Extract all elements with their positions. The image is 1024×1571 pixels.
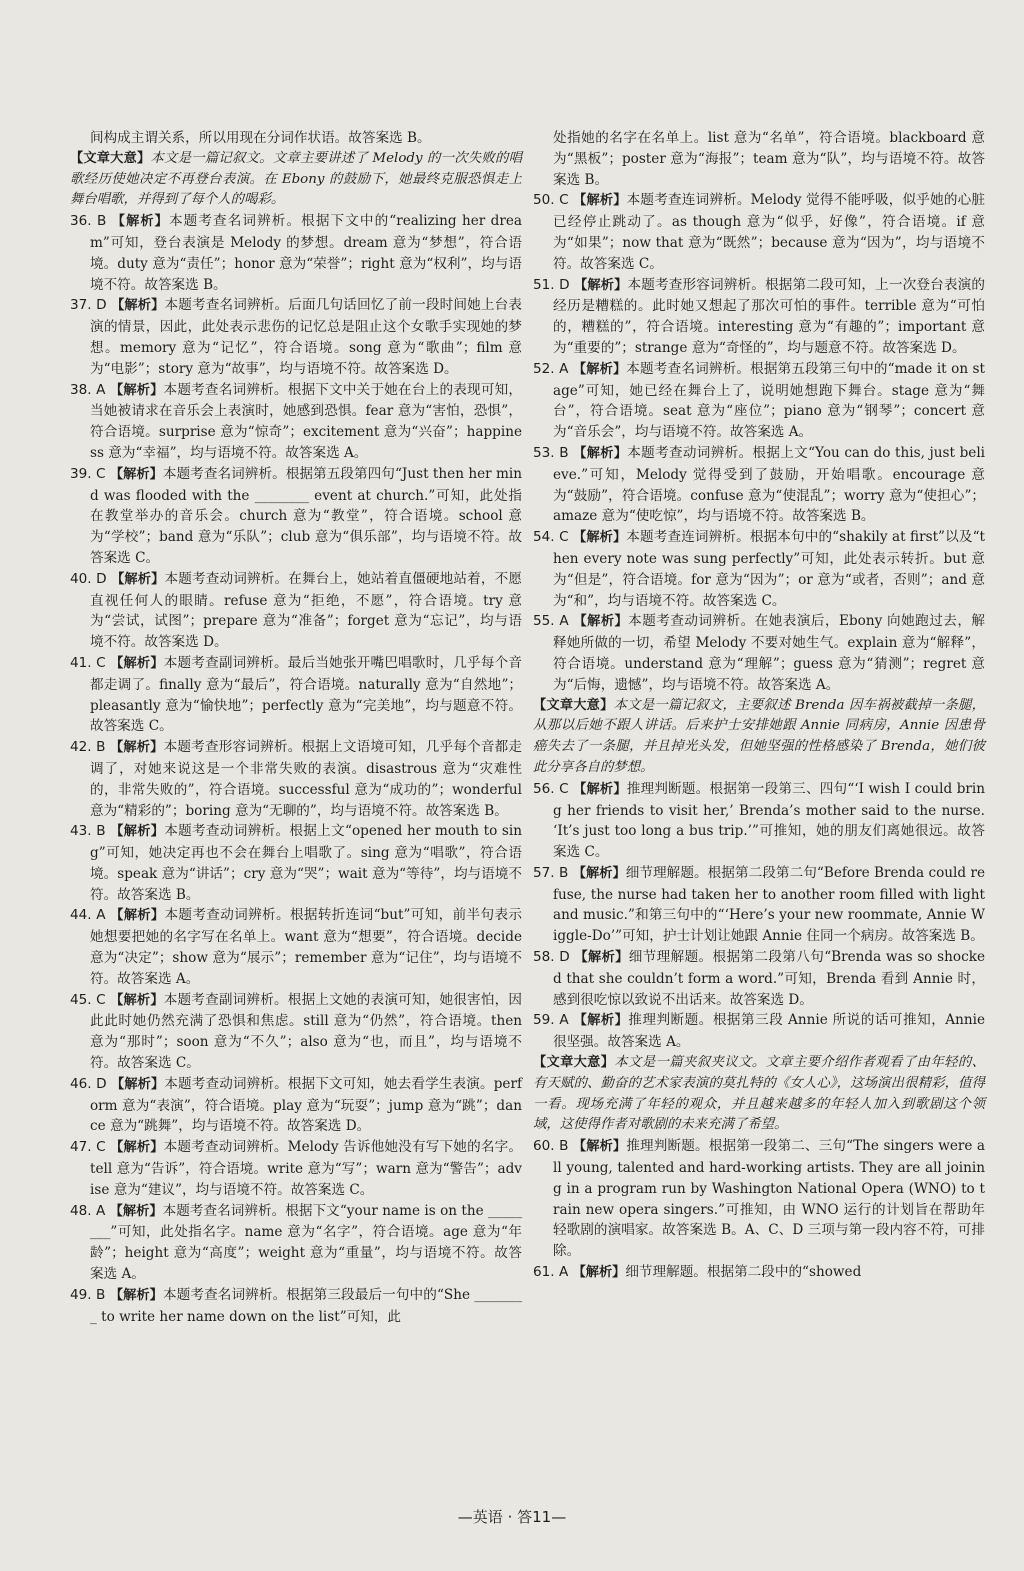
analysis-tag: 【解析】: [110, 1140, 164, 1156]
left-column: [70, 128, 522, 1327]
answer-text: 本题考查名词辨析。根据下文中的“realizing her dream”可知，登台表演是 Melody 的梦想。dream 意为“梦想”，符合语境。duty 意为“责任”；honor 意为“荣誉”；right 意为“权利”，均与语境不符。故答案选 B。: [90, 213, 523, 293]
summary-text: 本文是一篇记叙文。文章主要讲述了 Melody 的一次失败的唱歌经历使她决定不再登台表演。在 Ebony 的鼓励下，她最终克服恐惧走上舞台唱歌，并得到了每个人的喝彩。: [70, 150, 522, 208]
answer-text: 本题考查副词辨析。最后当她张开嘴巴唱歌时，几乎每个音都走调了。finally 意为“最后”，符合语境。naturally 意为“自然地”；pleasantly 意为“愉快地”；perfectly 意为“完美地”，均与题意不符。故答案选 C。: [90, 654, 523, 735]
answer-number: 44. A: [70, 907, 106, 924]
answer-item: [70, 653, 522, 737]
summary-tag: 【文章大意】: [70, 150, 151, 166]
answer-text: 本题考查动词辨析。根据下文可知，她去看学生表演。perform 意为“表演”，符合语境。play 意为“玩耍”；jump 意为“跳”；dance 意为“跳舞”，均与语境不符。故答案选 D。: [90, 1075, 522, 1135]
analysis-tag: 【解析】: [572, 1265, 626, 1281]
analysis-tag: 【解析】: [111, 214, 169, 230]
answer-text: 本题考查名词辨析。后面几句话回忆了前一段时间她上台表演的情景，因此，此处表示悲伤的记忆总是阻止这个女歌手实现她的梦想。memory 意为“记忆”，符合语境。song 意为“歌曲”；film 意为“电影”；story 意为“故事”，均与语境不符。故答案选 D。: [90, 297, 522, 377]
answer-text: 细节理解题。根据第二段第八句“Brenda was so shocked that she couldn’t form a word.”可知，Brenda 看到 Annie 时，感到很吃惊以致说不出话来。故答案选 D。: [553, 949, 985, 1008]
answer-text: 推理判断题。根据第三段 Annie 所说的话可推知，Annie 很坚强。故答案选 A。: [553, 1012, 985, 1051]
answer-item: [70, 1201, 522, 1285]
answer-text: 本题考查形容词辨析。根据上文语境可知，几乎每个音都走调了，对她来说这是一个非常失败的表演。disastrous 意为“灾难性的，非常失败的”，符合语境。successful 意为“成功的”；wonderful 意为“精彩的”；boring 意为“无聊的”，均与语境不符。故答案选 B。: [90, 739, 523, 819]
paragraph-text: 处指她的名字在名单上。list 意为“名单”，符合语境。blackboard 意为“黑板”；poster 意为“海报”；team 意为“队”，均与语境不符。故答案选 B。: [553, 130, 985, 188]
answer-number: 42. B: [70, 739, 106, 756]
analysis-tag: 【解析】: [573, 530, 627, 546]
answer-item: [533, 190, 985, 274]
answer-item: [533, 275, 985, 359]
continued-text: [70, 128, 522, 149]
analysis-tag: 【解析】: [111, 1076, 165, 1092]
article-summary: [533, 1053, 985, 1136]
answer-text: 本题考查名词辨析。根据第三段最后一句中的“She ________ to write her name down on the list”可知，此: [90, 1286, 523, 1325]
answer-number: 59. A: [533, 1012, 569, 1029]
analysis-tag: 【解析】: [574, 277, 628, 293]
article-summary: [70, 149, 522, 211]
answer-number: 61. A: [533, 1264, 569, 1281]
answer-text: 本题考查连词辨析。Melody 觉得不能呼吸，似乎她的心脏已经停止跳动了。as though 意为“似乎，好像”，符合语境。if 意为“如果”；now that 意为“既然”；because 意为“因为”，均与语境不符。故答案选 C。: [553, 192, 986, 272]
summary-tag: 【文章大意】: [533, 1055, 615, 1071]
answer-number: 48. A: [70, 1202, 106, 1219]
answer-item: [70, 1074, 522, 1137]
analysis-tag: 【解析】: [111, 571, 165, 587]
answer-text: 本题考查动词辨析。在舞台上，她站着直僵硬地站着，不愿直视任何人的眼睛。refuse 意为“拒绝，不愿”，符合语境。try 意为“尝试，试图”；prepare 意为“准备”；forget 意为“忘记”，均与语境不符。故答案选 D。: [90, 570, 522, 651]
answer-text: 细节理解题。根据第二段中的“showed: [625, 1264, 862, 1281]
summary-text: 本文是一篇夹叙夹议文。文章主要介绍作者观看了由年轻的、有天赋的、勤奋的艺术家表演的莫扎特的《女人心》，这场演出很精彩，值得一看。现场充满了年轻的观众，并且越来越多的年轻人加入到歌剧这个领域，这使得作者对歌剧的未来充满了希望。: [533, 1055, 985, 1133]
answer-item: [70, 295, 522, 379]
answer-item: [533, 1136, 985, 1262]
analysis-tag: 【解析】: [572, 361, 627, 377]
answer-number: 36. B: [70, 213, 107, 230]
answer-number: 37. D: [70, 297, 107, 314]
answer-item: [70, 905, 522, 989]
right-column: [533, 128, 985, 1284]
analysis-tag: 【解析】: [110, 655, 164, 671]
answer-item: [533, 443, 985, 527]
answer-number: 57. B: [533, 864, 569, 881]
answer-item: [533, 527, 985, 611]
answer-number: 60. B: [533, 1138, 569, 1155]
answer-text: 本题考查名词辨析。根据下文中关于她在台上的表现可知，当她被请求在音乐会上表演时，她感到恐惧。fear 意为“害怕，恐惧”，符合语境。surprise 意为“惊奇”；excitement 意为“兴奋”；happiness 意为“幸福”，均与语境不符。故答案选 A。: [90, 381, 523, 461]
analysis-tag: 【解析】: [110, 740, 164, 756]
continued-text: [533, 128, 985, 190]
analysis-tag: 【解析】: [573, 193, 627, 209]
answer-item: [70, 211, 522, 295]
answer-number: 41. C: [70, 654, 106, 671]
answer-text: 本题考查动词辨析。根据上文“opened her mouth to sing”可知，她决定再也不会在舞台上唱歌了。sing 意为“唱歌”，符合语境。speak 意为“讲话”；cry 意为“哭”；wait 意为“等待”，均与语境不符。故答案选 B。: [90, 823, 522, 903]
answer-number: 54. C: [533, 529, 569, 546]
answer-number: 46. D: [70, 1075, 107, 1092]
analysis-tag: 【解析】: [573, 781, 627, 797]
analysis-tag: 【解析】: [109, 382, 164, 398]
analysis-tag: 【解析】: [109, 1203, 163, 1219]
answer-item: [70, 464, 522, 569]
answer-item: [533, 863, 985, 947]
summary-tag: 【文章大意】: [533, 697, 614, 713]
answer-text: 本题考查副词辨析。根据上文她的表演可知，她很害怕，因此此时她仍然充满了恐惧和焦虑。still 意为“仍然”，符合语境。then 意为“那时”；soon 意为“不久”；also 意为“也，而且”，均与语境不符。故答案选 C。: [90, 991, 523, 1072]
answer-text: 本题考查名词辨析。根据第五段第四句“Just then her mind was flooded with the ________ event at church.”可知，此处指在教堂举办的音乐会。church 意为“教堂”，符合语境。school 意为“学校”；band 意为“乐队”；club 意为“俱乐部”，均与语境不符。故答案选 C。: [90, 465, 522, 566]
answer-number: 38. A: [70, 381, 106, 398]
answer-text: 本题考查名词辨析。根据下文“your name is on the ________”可知，此处指名字。name 意为“名字”，符合语境。age 意为“年龄”；height 意为“高度”；weight 意为“重量”，均与语境不符。故答案选 A。: [90, 1202, 522, 1283]
analysis-tag: 【解析】: [109, 1287, 163, 1303]
analysis-tag: 【解析】: [573, 614, 629, 630]
answer-item: [70, 990, 522, 1074]
analysis-tag: 【解析】: [111, 298, 165, 314]
answer-text: 推理判断题。根据第一段第三、四句“‘I wish I could bring her friends to visit her,’ Brenda’s mother said to the nurse. ‘It’s just too long a bus trip.’”可推知，她的朋友们离她很远。故答案选 C。: [553, 780, 986, 861]
analysis-tag: 【解析】: [573, 1013, 629, 1029]
answer-item: [70, 737, 522, 821]
article-summary: [533, 696, 985, 779]
analysis-tag: 【解析】: [572, 865, 626, 881]
answer-number: 40. D: [70, 570, 107, 587]
analysis-tag: 【解析】: [110, 908, 165, 924]
analysis-tag: 【解析】: [572, 1139, 627, 1155]
answer-item: [533, 947, 985, 1010]
answer-item: [533, 779, 985, 863]
answer-text: 本题考查动词辨析。根据上文“You can do this, just believe.”可知，Melody 觉得受到了鼓励，开始唱歌。encourage 意为“鼓励”，符合语境。confuse 意为“使混乱”；worry 意为“使担心”；amaze 意为“使吃惊”，均与语境不符。故答案选 B。: [553, 444, 986, 525]
answer-text: 本题考查动词辨析。在她表演后，Ebony 向她跑过去，解释她所做的一切，希望 Melody 不要对她生气。explain 意为“解释”，符合语境。understand 意为“理解”；guess 意为“猜测”；regret 意为“后悔，遗憾”，均与语境不符。故答案选 A。: [553, 613, 986, 693]
page-footer: —英语 · 答11—: [457, 1508, 567, 1526]
answer-number: 51. D: [533, 276, 570, 293]
answer-text: 本题考查形容词辨析。根据第二段可知，上一次登台表演的经历是糟糕的。此时她又想起了那次可怕的事件。terrible 意为“可怕的，糟糕的”，符合语境。interesting 意为“有趣的”；important 意为“重要的”；strange 意为“奇怪的”，均与题意不符。故答案选 D。: [553, 276, 985, 356]
paragraph-text: 间构成主谓关系，所以用现在分词作状语。故答案选 B。: [90, 130, 431, 146]
answer-number: 56. C: [533, 780, 569, 797]
answer-number: 52. A: [533, 360, 569, 377]
analysis-tag: 【解析】: [109, 466, 163, 482]
answer-number: 55. A: [533, 613, 569, 630]
answer-text: 推理判断题。根据第一段第二、三句“The singers were all young, talented and hard-working artists. They are all joining in a program run by Washington National Opera (WNO) to train new opera singers.”可推知，由 WNO 运行的计划旨在帮助年轻歌剧的演唱家。故答案选 B。A、C、D 三项与第一段内容不符，可排除。: [553, 1138, 986, 1260]
answer-item: [70, 1285, 522, 1328]
analysis-tag: 【解析】: [110, 824, 165, 840]
answer-number: 49. B: [70, 1286, 106, 1303]
column-divider: [527, 128, 528, 1488]
answer-number: 39. C: [70, 465, 106, 482]
summary-text: 本文是一篇记叙文，主要叙述 Brenda 因车祸被截掉一条腿，从那以后她不跟人讲话。后来护士安排她跟 Annie 同病房，Annie 因患骨癌失去了一条腿，并且掉光头发，但她坚强的性格感染了 Brenda，她们彼此分享各自的梦想。: [533, 697, 985, 775]
answer-item: [533, 359, 985, 443]
answer-text: 本题考查动词辨析。Melody 告诉他她没有写下她的名字。tell 意为“告诉”，符合语境。write 意为“写”；warn 意为“警告”；advise 意为“建议”，均与语境不符。故答案选 C。: [90, 1139, 523, 1198]
answer-item: [533, 1010, 985, 1053]
answer-number: 45. C: [70, 991, 106, 1008]
analysis-tag: 【解析】: [110, 992, 164, 1008]
answer-item: [70, 1137, 522, 1200]
answer-text: 本题考查名词辨析。根据第五段第三句中的“made it on stage”可知，她已经在舞台上了，说明她想跑下舞台。stage 意为“舞台”，符合语境。seat 意为“座位”；piano 意为“钢琴”；concert 意为“音乐会”，均与语境不符。故答案选 A。: [553, 360, 985, 441]
answer-text: 细节理解题。根据第二段第二句“Before Brenda could refuse, the nurse had taken her to another room filled with light and music.”和第三句中的“‘Here’s your new roommate, Annie Wiggle-Do’”可知，护士计划让她跟 Annie 住同一个病房。故答案选 B。: [553, 864, 986, 945]
answer-item: [70, 569, 522, 653]
answer-number: 47. C: [70, 1139, 106, 1156]
answer-number: 53. B: [533, 444, 569, 461]
answer-text: 本题考查连词辨析。根据本句中的“shakily at first”以及“then every note was sung perfectly”可知，此处表示转折。but 意为“但是”，符合语境。for 意为“因为”；or 意为“或者，否则”；and 意为“和”，均与语境不符。故答案选 C。: [553, 529, 985, 609]
answer-text: 本题考查动词辨析。根据转折连词“but”可知，前半句表示她想要把她的名字写在名单上。want 意为“想要”，符合语境。decide 意为“决定”；show 意为“展示”；remember 意为“记住”，均与语境不符。故答案选 A。: [90, 907, 522, 987]
answer-number: 43. B: [70, 823, 106, 840]
answer-item: [533, 1262, 985, 1284]
answer-number: 58. D: [533, 949, 570, 966]
answer-item: [70, 821, 522, 905]
analysis-tag: 【解析】: [574, 950, 629, 966]
analysis-tag: 【解析】: [573, 445, 628, 461]
answer-item: [533, 611, 985, 695]
answer-item: [70, 380, 522, 464]
answer-number: 50. C: [533, 192, 569, 209]
